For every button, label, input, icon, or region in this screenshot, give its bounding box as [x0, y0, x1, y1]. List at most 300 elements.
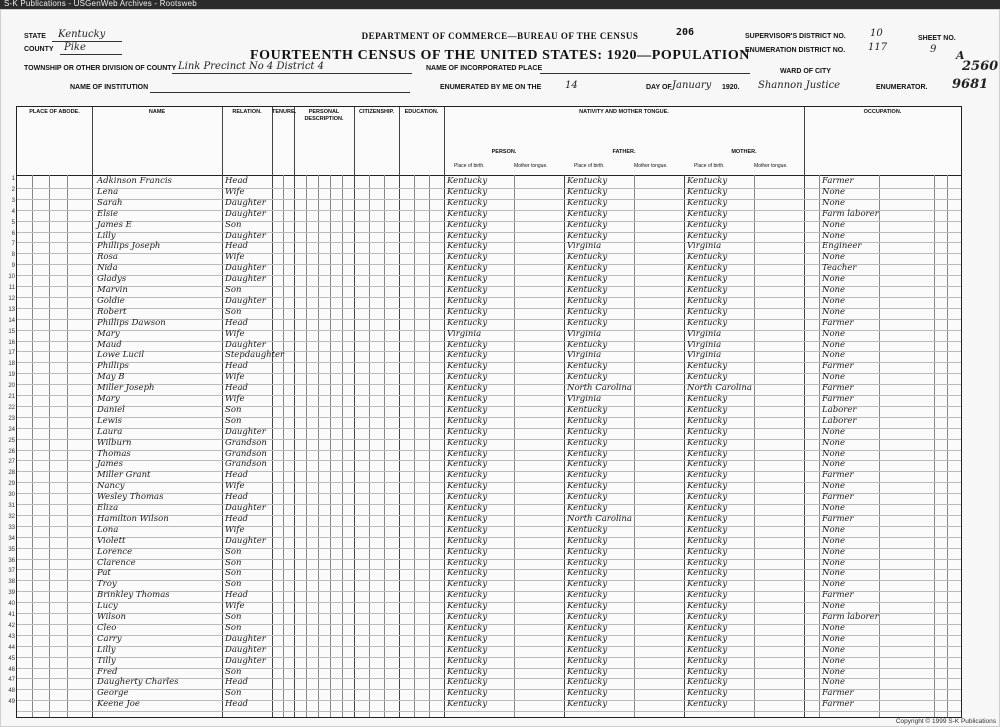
occupation: None [822, 230, 846, 241]
row-number: 48 [8, 688, 15, 695]
relation: Son [225, 404, 242, 415]
relation: Grandson [225, 448, 267, 459]
person-name: Wilburn [97, 437, 132, 448]
mother-birthplace: Kentucky [687, 470, 728, 481]
enumerated-label: ENUMERATED BY ME ON THE [440, 84, 542, 91]
person-tongue-label: Mother tongue. [514, 163, 548, 169]
row-number: 41 [8, 612, 15, 618]
col-person: PERSON. [491, 149, 517, 155]
col-citizenship: CITIZENSHIP. [354, 107, 400, 175]
father-birthplace: Kentucky [567, 448, 608, 459]
occupation: None [822, 437, 846, 448]
form-number: 206 [676, 27, 695, 38]
occupation: None [822, 306, 846, 317]
occupation: None [822, 633, 846, 644]
stamp-top: 2560 [962, 59, 999, 74]
person-name: Miller Grant [97, 470, 151, 481]
person-birthplace: Kentucky [447, 176, 488, 186]
relation: Son [225, 285, 242, 295]
mother-birthplace: Kentucky [687, 437, 728, 448]
row-number: 46 [8, 666, 15, 673]
enumeration-district-label: ENUMERATION DISTRICT NO. [745, 47, 846, 54]
row-number: 10 [8, 274, 15, 281]
col-mother: MOTHER. [731, 149, 757, 155]
mother-birthplace: Kentucky [687, 481, 728, 492]
father-birthplace: Virginia [567, 350, 602, 361]
occupation: None [822, 579, 846, 590]
occupation: Farm laborer [822, 612, 879, 622]
person-name: Lewis [97, 415, 123, 426]
county-value: Pike [64, 42, 86, 53]
person-name: Sarah [97, 197, 123, 208]
father-birthplace: Virginia [567, 241, 602, 252]
person-name: Goldie [97, 295, 125, 306]
mother-birthplace: Kentucky [687, 404, 728, 415]
row-number: 30 [8, 492, 15, 499]
row-number: 37 [8, 568, 15, 575]
person-name: Lona [97, 524, 119, 535]
mother-birthplace: Kentucky [687, 655, 728, 666]
relation: Son [225, 568, 242, 579]
mother-birthplace: Kentucky [687, 557, 728, 568]
person-name: Clarence [97, 557, 136, 568]
relation: Wife [225, 524, 245, 535]
father-birthplace: Kentucky [567, 622, 608, 633]
person-birthplace: Kentucky [447, 633, 488, 644]
person-name: George [97, 688, 129, 699]
person-birthplace: Kentucky [447, 579, 488, 590]
row-number: 4 [11, 208, 15, 215]
person-name: Cleo [97, 622, 117, 633]
person-birthplace: Kentucky [447, 394, 488, 404]
mother-birthplace: Kentucky [687, 503, 728, 513]
relation: Head [225, 317, 248, 328]
row-number: 38 [8, 579, 15, 586]
person-birthplace: Kentucky [447, 524, 488, 535]
day-of-label: DAY OF [646, 84, 672, 91]
occupation: Laborer [822, 415, 857, 426]
occupation: None [822, 197, 846, 208]
relation: Daughter [225, 503, 266, 513]
person-birthplace: Virginia [447, 328, 482, 339]
person-birthplace: Kentucky [447, 699, 488, 710]
father-birthplace: Kentucky [567, 503, 608, 513]
mother-birthplace: Virginia [687, 241, 722, 252]
row-number: 26 [8, 448, 15, 455]
occupation: None [822, 535, 846, 546]
row-number: 21 [8, 394, 15, 400]
mother-birthplace: Kentucky [687, 230, 728, 241]
relation: Daughter [225, 339, 266, 350]
father-birthplace: Kentucky [567, 252, 608, 263]
person-name: Daugherty Charles [97, 677, 179, 688]
father-birthplace: Kentucky [567, 470, 608, 481]
township-value: Link Precinct No 4 District 4 [178, 61, 324, 72]
person-birthplace: Kentucky [447, 601, 488, 612]
person-birthplace: Kentucky [447, 448, 488, 459]
row-number: 7 [11, 241, 15, 248]
mother-birthplace: North Carolina [687, 383, 752, 394]
person-name: Tilly [97, 655, 116, 666]
person-name: Phillips Dawson [97, 317, 166, 328]
person-name: Lilly [97, 230, 116, 241]
person-name: James E [97, 219, 132, 230]
relation: Head [225, 590, 248, 601]
mother-birthplace: Kentucky [687, 644, 728, 655]
person-birthplace: Kentucky [447, 383, 488, 394]
father-birthplace: Kentucky [567, 426, 608, 437]
person-birthplace: Kentucky [447, 404, 488, 415]
supervisor-district-no: 10 [870, 28, 883, 39]
person-name: Daniel [97, 404, 125, 415]
row-number: 43 [8, 633, 15, 640]
occupation: None [822, 328, 846, 339]
relation: Grandson [225, 437, 267, 448]
mother-birthplace: Kentucky [687, 372, 728, 383]
occupation: None [822, 557, 846, 568]
person-name: Troy [97, 579, 117, 590]
col-place-of-abode: PLACE OF ABODE. [17, 107, 93, 175]
occupation: None [822, 285, 846, 295]
father-birthplace: Kentucky [567, 666, 608, 677]
occupation: Farmer [822, 394, 854, 404]
occupation: None [822, 459, 846, 470]
person-birthplace: Kentucky [447, 372, 488, 383]
mother-pob-label: Place of birth. [694, 163, 725, 169]
mother-birthplace: Kentucky [687, 601, 728, 612]
mother-birthplace: Kentucky [687, 612, 728, 622]
person-birthplace: Kentucky [447, 459, 488, 470]
relation: Daughter [225, 633, 266, 644]
person-name: Eliza [97, 503, 119, 513]
person-birthplace: Kentucky [447, 568, 488, 579]
person-name: Miller Joseph [97, 383, 155, 394]
sheet-label: SHEET NO. [918, 35, 956, 42]
father-birthplace: Kentucky [567, 557, 608, 568]
occupation: None [822, 524, 846, 535]
row-number: 45 [8, 655, 15, 662]
father-birthplace: Kentucky [567, 208, 608, 219]
enumeration-year: 1920. [722, 84, 740, 91]
person-birthplace: Kentucky [447, 535, 488, 546]
person-birthplace: Kentucky [447, 263, 488, 274]
relation: Wife [225, 328, 245, 339]
person-name: Lilly [97, 644, 116, 655]
person-birthplace: Kentucky [447, 350, 488, 361]
relation: Daughter [225, 230, 266, 241]
mother-birthplace: Kentucky [687, 546, 728, 557]
father-birthplace: Kentucky [567, 404, 608, 415]
relation: Stepdaughter [225, 350, 285, 361]
person-name: Carry [97, 633, 122, 644]
occupation: Farmer [822, 513, 854, 524]
mother-birthplace: Kentucky [687, 274, 728, 285]
row-number: 8 [11, 252, 15, 259]
relation: Wife [225, 372, 245, 383]
relation: Daughter [225, 426, 266, 437]
department-heading: DEPARTMENT OF COMMERCE—BUREAU OF THE CENSUS [361, 31, 639, 41]
mother-birthplace: Kentucky [687, 535, 728, 546]
row-number: 11 [8, 285, 15, 291]
occupation: None [822, 372, 846, 383]
person-birthplace: Kentucky [447, 470, 488, 481]
mother-birthplace: Kentucky [687, 186, 728, 197]
person-name: Phillips Joseph [97, 241, 161, 252]
relation: Head [225, 176, 248, 186]
occupation: Farmer [822, 492, 854, 503]
mother-birthplace: Kentucky [687, 197, 728, 208]
mother-birthplace: Kentucky [687, 513, 728, 524]
relation: Wife [225, 601, 245, 612]
state-value: Kentucky [58, 29, 106, 40]
occupation: Laborer [822, 404, 857, 415]
father-birthplace: Kentucky [567, 197, 608, 208]
father-tongue-label: Mother tongue. [634, 163, 668, 169]
mother-birthplace: Kentucky [687, 688, 728, 699]
occupation: None [822, 655, 846, 666]
row-number: 35 [8, 546, 15, 553]
mother-birthplace: Kentucky [687, 666, 728, 677]
institution-label: NAME OF INSTITUTION [70, 84, 149, 91]
person-birthplace: Kentucky [447, 230, 488, 241]
occupation: None [822, 448, 846, 459]
row-number: 9 [11, 263, 15, 270]
person-name: Pat [97, 568, 111, 579]
person-name: Robert [97, 306, 127, 317]
father-birthplace: Kentucky [567, 590, 608, 601]
relation: Wife [225, 186, 245, 197]
relation: Head [225, 677, 248, 688]
mother-birthplace: Kentucky [687, 208, 728, 219]
sheet-letter: A [956, 49, 965, 62]
father-birthplace: North Carolina [567, 383, 632, 394]
person-birthplace: Kentucky [447, 252, 488, 263]
person-name: Phillips [97, 361, 129, 372]
person-name: Nida [97, 263, 118, 274]
person-birthplace: Kentucky [447, 612, 488, 622]
row-number: 36 [8, 557, 15, 564]
mother-birthplace: Kentucky [687, 448, 728, 459]
person-birthplace: Kentucky [447, 306, 488, 317]
occupation: Teacher [822, 263, 857, 274]
person-birthplace: Kentucky [447, 197, 488, 208]
township-label: TOWNSHIP OR OTHER DIVISION OF COUNTY [24, 65, 177, 72]
person-name: Violett [97, 535, 126, 546]
col-tenure: TENURE. [272, 107, 295, 175]
mother-birthplace: Kentucky [687, 219, 728, 230]
relation: Son [225, 306, 242, 317]
col-relation: RELATION. [222, 107, 273, 175]
mother-birthplace: Kentucky [687, 492, 728, 503]
occupation: Engineer [822, 241, 862, 252]
enumerator-name: Shannon Justice [758, 80, 841, 91]
relation: Wife [225, 481, 245, 492]
copyright-notice: Copyright © 1999 S-K Publications [895, 718, 996, 725]
person-birthplace: Kentucky [447, 208, 488, 219]
mother-birthplace: Virginia [687, 350, 722, 361]
occupation: None [822, 546, 846, 557]
person-name: Lena [97, 186, 119, 197]
father-birthplace: Kentucky [567, 612, 608, 622]
person-name: Rosa [97, 252, 118, 263]
person-birthplace: Kentucky [447, 513, 488, 524]
father-birthplace: Kentucky [567, 601, 608, 612]
occupation: Farmer [822, 688, 854, 699]
ward-label: WARD OF CITY [780, 68, 831, 75]
relation: Daughter [225, 655, 266, 666]
person-birthplace: Kentucky [447, 688, 488, 699]
row-divider [17, 711, 961, 712]
person-birthplace: Kentucky [447, 644, 488, 655]
mother-birthplace: Kentucky [687, 633, 728, 644]
person-name: Wesley Thomas [97, 492, 164, 503]
row-number: 14 [8, 317, 15, 324]
mother-birthplace: Virginia [687, 328, 722, 339]
row-number: 12 [8, 295, 15, 302]
person-name: Lucy [97, 601, 118, 612]
occupation: None [822, 295, 846, 306]
relation: Grandson [225, 459, 267, 470]
mother-birthplace: Kentucky [687, 699, 728, 710]
father-birthplace: Kentucky [567, 306, 608, 317]
person-birthplace: Kentucky [447, 426, 488, 437]
sheet-no: 9 [930, 44, 937, 55]
row-number: 33 [8, 524, 15, 531]
person-birthplace: Kentucky [447, 186, 488, 197]
father-birthplace: Kentucky [567, 295, 608, 306]
father-birthplace: Kentucky [567, 339, 608, 350]
census-table [8, 106, 962, 718]
occupation: None [822, 568, 846, 579]
occupation: None [822, 677, 846, 688]
row-number: 42 [8, 622, 15, 629]
relation: Daughter [225, 644, 266, 655]
person-name: Wilson [97, 612, 126, 622]
mother-birthplace: Kentucky [687, 622, 728, 633]
person-name: Maud [97, 339, 122, 350]
father-birthplace: Kentucky [567, 263, 608, 274]
row-number: 3 [11, 197, 15, 204]
occupation: None [822, 339, 846, 350]
row-number: 23 [8, 415, 15, 422]
occupation: None [822, 481, 846, 492]
occupation: None [822, 186, 846, 197]
person-name: Adkinson Francis [97, 176, 172, 186]
col-personal: PERSONAL DESCRIPTION. [294, 107, 355, 175]
person-birthplace: Kentucky [447, 274, 488, 285]
relation: Head [225, 241, 248, 252]
occupation: Farmer [822, 361, 854, 372]
person-name: Laura [97, 426, 123, 437]
township-underline [172, 73, 412, 74]
relation: Daughter [225, 197, 266, 208]
father-birthplace: Kentucky [567, 361, 608, 372]
row-number: 40 [8, 601, 15, 608]
relation: Head [225, 699, 248, 710]
watermark-text: S-K Publications - USGenWeb Archives - Rootsweb [4, 0, 197, 8]
row-number: 20 [8, 383, 15, 390]
relation: Daughter [225, 208, 266, 219]
occupation: None [822, 503, 846, 513]
relation: Daughter [225, 295, 266, 306]
mother-birthplace: Kentucky [687, 590, 728, 601]
person-birthplace: Kentucky [447, 219, 488, 230]
mother-birthplace: Kentucky [687, 394, 728, 404]
father-birthplace: Kentucky [567, 317, 608, 328]
row-number: 13 [8, 306, 15, 313]
col-name: NAME [92, 107, 223, 175]
person-name: James [97, 459, 123, 470]
relation: Head [225, 513, 248, 524]
father-birthplace: Kentucky [567, 699, 608, 710]
person-birthplace: Kentucky [447, 557, 488, 568]
father-birthplace: Kentucky [567, 437, 608, 448]
occupation: None [822, 644, 846, 655]
occupation: None [822, 622, 846, 633]
mother-birthplace: Kentucky [687, 524, 728, 535]
occupation: Farmer [822, 383, 854, 394]
incorporated-place-underline [540, 73, 750, 74]
mother-birthplace: Kentucky [687, 306, 728, 317]
relation: Wife [225, 394, 245, 404]
enumeration-district-no: 117 [868, 42, 888, 53]
row-number: 47 [8, 677, 15, 684]
mother-birthplace: Kentucky [687, 317, 728, 328]
occupation: Farm laborer [822, 208, 879, 219]
person-birthplace: Kentucky [447, 546, 488, 557]
person-name: Brinkley Thomas [97, 590, 170, 601]
father-birthplace: Kentucky [567, 546, 608, 557]
row-number: 19 [8, 372, 15, 379]
row-number: 24 [8, 426, 15, 433]
row-number: 17 [8, 350, 15, 357]
person-birthplace: Kentucky [447, 361, 488, 372]
person-birthplace: Kentucky [447, 503, 488, 513]
father-birthplace: Kentucky [567, 677, 608, 688]
person-name: Nancy [97, 481, 125, 492]
enumeration-month: January [672, 80, 712, 91]
father-birthplace: Kentucky [567, 579, 608, 590]
mother-birthplace: Kentucky [687, 459, 728, 470]
census-sheet [0, 9, 1000, 727]
person-name: Lorence [97, 546, 133, 557]
row-number: 2 [11, 186, 15, 193]
row-number: 5 [11, 219, 15, 226]
occupation: Farmer [822, 590, 854, 601]
person-name: Mary [97, 394, 120, 404]
person-name: May B [97, 372, 125, 383]
relation: Daughter [225, 274, 266, 285]
person-birthplace: Kentucky [447, 666, 488, 677]
father-birthplace: Kentucky [567, 481, 608, 492]
col-education: EDUCATION. [399, 107, 445, 175]
supervisor-district-label: SUPERVISOR'S DISTRICT NO. [745, 33, 846, 40]
occupation: Farmer [822, 699, 854, 710]
table-row [8, 699, 961, 711]
row-number: 49 [8, 699, 15, 706]
father-birthplace: Kentucky [567, 492, 608, 503]
father-birthplace: Kentucky [567, 633, 608, 644]
col-father: FATHER. [612, 149, 636, 155]
father-birthplace: Kentucky [567, 372, 608, 383]
father-birthplace: Kentucky [567, 568, 608, 579]
relation: Son [225, 415, 242, 426]
relation: Head [225, 470, 248, 481]
institution-underline [150, 92, 410, 93]
father-birthplace: Virginia [567, 394, 602, 404]
occupation: None [822, 219, 846, 230]
relation: Daughter [225, 535, 266, 546]
